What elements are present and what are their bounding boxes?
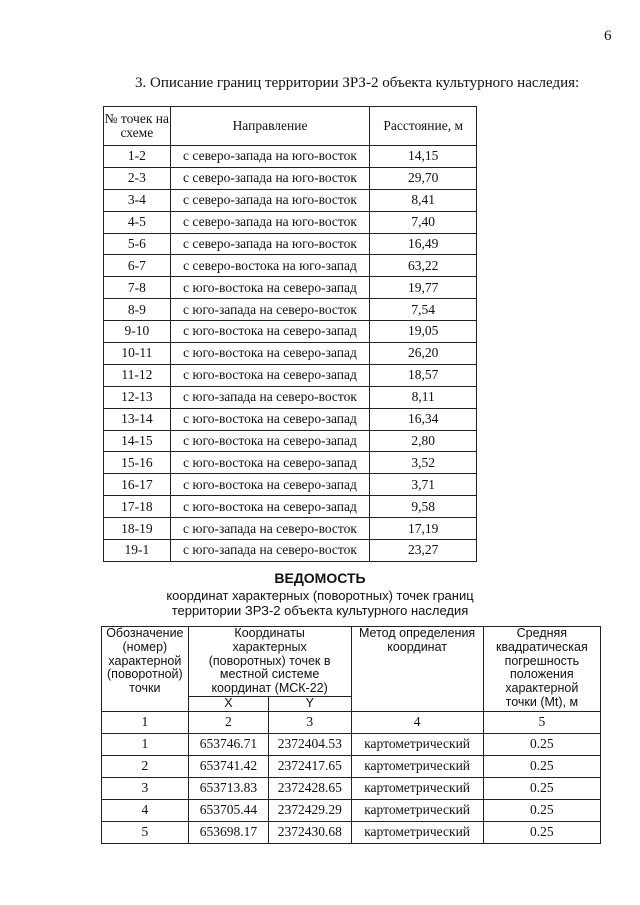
method-cell: картометрический	[351, 733, 483, 755]
table-row	[104, 167, 477, 189]
y-cell: 2372404.53	[269, 733, 351, 755]
page-number: 6	[604, 28, 612, 44]
table-row	[104, 343, 477, 365]
direction-cell: с северо-запада на юго-восток	[170, 189, 370, 211]
mt-cell: 0.25	[483, 777, 600, 799]
statement-subtitle-line1: координат характерных (поворотных) точек границ	[166, 588, 474, 603]
points-cell: 2-3	[104, 167, 171, 189]
column-number: 4	[351, 711, 483, 733]
header-coordinates	[188, 627, 351, 697]
distance-cell: 8,41	[370, 189, 477, 211]
y-cell: 2372429.29	[269, 799, 351, 821]
method-cell: картометрический	[351, 777, 483, 799]
header-error	[483, 627, 600, 712]
statement-subtitle-line2: территории ЗРЗ-2 объекта культурного наследия	[171, 603, 469, 618]
points-cell: 9-10	[104, 321, 171, 343]
direction-cell: с северо-востока на юго-запад	[170, 255, 370, 277]
y-cell: 2372417.65	[269, 755, 351, 777]
distance-cell: 3,52	[370, 452, 477, 474]
table-row	[104, 299, 477, 321]
direction-cell: с юго-запада на северо-восток	[170, 518, 370, 540]
distance-cell: 7,40	[370, 211, 477, 233]
x-cell: 653698.17	[188, 821, 268, 843]
table-row	[104, 189, 477, 211]
mt-cell: 0.25	[483, 755, 600, 777]
distance-cell: 29,70	[370, 167, 477, 189]
direction-cell: с юго-востока на северо-запад	[170, 277, 370, 299]
header-coordinates-line: координат (МСК-22)	[211, 681, 328, 695]
table-row	[104, 211, 477, 233]
points-cell: 19-1	[104, 540, 171, 562]
table-row	[104, 146, 477, 168]
point-cell: 1	[102, 733, 189, 755]
header-error-line: Средняя	[516, 626, 568, 640]
distance-cell: 14,15	[370, 146, 477, 168]
table-row	[104, 277, 477, 299]
direction-cell: с северо-запада на юго-восток	[170, 211, 370, 233]
points-cell: 5-6	[104, 233, 171, 255]
distance-cell: 19,77	[370, 277, 477, 299]
direction-cell: с юго-востока на северо-запад	[170, 430, 370, 452]
distance-cell: 26,20	[370, 343, 477, 365]
y-cell: 2372430.68	[269, 821, 351, 843]
points-cell: 11-12	[104, 364, 171, 386]
points-cell: 10-11	[104, 343, 171, 365]
x-cell: 653713.83	[188, 777, 268, 799]
header-designation-line: точки	[129, 681, 161, 695]
distance-cell: 3,71	[370, 474, 477, 496]
direction-cell: с юго-востока на северо-запад	[170, 364, 370, 386]
column-number: 1	[102, 711, 189, 733]
distance-cell: 23,27	[370, 540, 477, 562]
direction-cell: с юго-востока на северо-запад	[170, 321, 370, 343]
points-cell: 4-5	[104, 211, 171, 233]
mt-cell: 0.25	[483, 733, 600, 755]
header-coordinates-line: (поворотных) точек в	[208, 653, 331, 668]
column-number: 5	[483, 711, 600, 733]
direction-cell: с юго-востока на северо-запад	[170, 408, 370, 430]
points-cell: 13-14	[104, 408, 171, 430]
distance-cell: 7,54	[370, 299, 477, 321]
header-designation-line: (номер)	[122, 639, 168, 654]
header-method-line: координат	[387, 639, 447, 654]
header-designation-line: (поворотной)	[107, 667, 183, 682]
header-coordinates-line: Координаты	[234, 626, 305, 640]
table-row	[102, 733, 601, 755]
table-row	[104, 321, 477, 343]
distance-cell: 9,58	[370, 496, 477, 518]
header-direction: Направление	[170, 107, 370, 146]
points-cell: 14-15	[104, 430, 171, 452]
table-row	[102, 755, 601, 777]
header-error-line: точки (Mt), м	[505, 694, 579, 709]
table-row	[104, 386, 477, 408]
table-row	[102, 821, 601, 843]
header-error-line: квадратическая	[495, 639, 588, 654]
method-cell: картометрический	[351, 799, 483, 821]
table-row	[102, 777, 601, 799]
header-method	[351, 627, 483, 712]
point-cell: 4	[102, 799, 189, 821]
direction-cell: с юго-запада на северо-восток	[170, 299, 370, 321]
direction-cell: с юго-востока на северо-запад	[170, 343, 370, 365]
coords-header-row-1	[102, 627, 601, 697]
table-row	[104, 233, 477, 255]
distance-cell: 16,49	[370, 233, 477, 255]
points-cell: 16-17	[104, 474, 171, 496]
direction-cell: с северо-запада на юго-восток	[170, 167, 370, 189]
header-error-line: положения	[510, 667, 574, 682]
table-row	[104, 496, 477, 518]
x-cell: 653741.42	[188, 755, 268, 777]
header-designation	[102, 627, 189, 712]
coordinates-table	[101, 626, 601, 844]
column-number: 2	[188, 711, 268, 733]
direction-cell: с северо-запада на юго-восток	[170, 233, 370, 255]
distance-cell: 18,57	[370, 364, 477, 386]
table-row	[104, 452, 477, 474]
header-coordinates-line: местной системе	[219, 667, 320, 682]
column-number: 3	[269, 711, 351, 733]
x-cell: 653746.71	[188, 733, 268, 755]
x-cell: 653705.44	[188, 799, 268, 821]
table-row	[102, 799, 601, 821]
distance-cell: 19,05	[370, 321, 477, 343]
table-row	[104, 255, 477, 277]
header-y: Y	[269, 696, 351, 711]
point-cell: 2	[102, 755, 189, 777]
header-error-line: характерной	[505, 681, 579, 695]
section-title: 3. Описание границ территории ЗРЗ-2 объекта культурного наследия:	[135, 75, 580, 91]
direction-cell: с юго-запада на северо-восток	[170, 386, 370, 408]
table-row	[104, 364, 477, 386]
points-cell: 1-2	[104, 146, 171, 168]
distance-cell: 8,11	[370, 386, 477, 408]
method-cell: картометрический	[351, 755, 483, 777]
direction-cell: с юго-востока на северо-запад	[170, 474, 370, 496]
header-coordinates-line: характерных	[232, 639, 307, 654]
points-cell: 15-16	[104, 452, 171, 474]
table-row	[104, 430, 477, 452]
distance-cell: 63,22	[370, 255, 477, 277]
y-cell: 2372428.65	[269, 777, 351, 799]
distance-cell: 16,34	[370, 408, 477, 430]
direction-cell: с юго-запада на северо-восток	[170, 540, 370, 562]
method-cell: картометрический	[351, 821, 483, 843]
distance-cell: 2,80	[370, 430, 477, 452]
boundaries-header-row	[104, 107, 477, 146]
header-error-line: погрешность	[504, 653, 580, 668]
header-x: X	[188, 696, 268, 711]
mt-cell: 0.25	[483, 821, 600, 843]
points-cell: 7-8	[104, 277, 171, 299]
points-cell: 8-9	[104, 299, 171, 321]
boundaries-table	[103, 106, 477, 562]
table-row	[104, 518, 477, 540]
direction-cell: с юго-востока на северо-запад	[170, 496, 370, 518]
header-designation-line: Обозначение	[106, 626, 184, 640]
direction-cell: с юго-востока на северо-запад	[170, 452, 370, 474]
table-row	[104, 474, 477, 496]
points-cell: 6-7	[104, 255, 171, 277]
header-distance: Расстояние, м	[370, 107, 477, 146]
points-cell: 17-18	[104, 496, 171, 518]
points-cell: 18-19	[104, 518, 171, 540]
header-method-line: Метод определения	[359, 626, 476, 640]
points-cell: 3-4	[104, 189, 171, 211]
points-cell: 12-13	[104, 386, 171, 408]
table-row	[104, 540, 477, 562]
table-row	[104, 408, 477, 430]
mt-cell: 0.25	[483, 799, 600, 821]
statement-title: ВЕДОМОСТЬ	[274, 570, 366, 586]
distance-cell: 17,19	[370, 518, 477, 540]
header-designation-line: характерной	[108, 653, 182, 668]
direction-cell: с северо-запада на юго-восток	[170, 146, 370, 168]
header-points: № точек на схеме	[104, 107, 171, 146]
point-cell: 5	[102, 821, 189, 843]
column-numbers-row	[102, 711, 601, 733]
point-cell: 3	[102, 777, 189, 799]
